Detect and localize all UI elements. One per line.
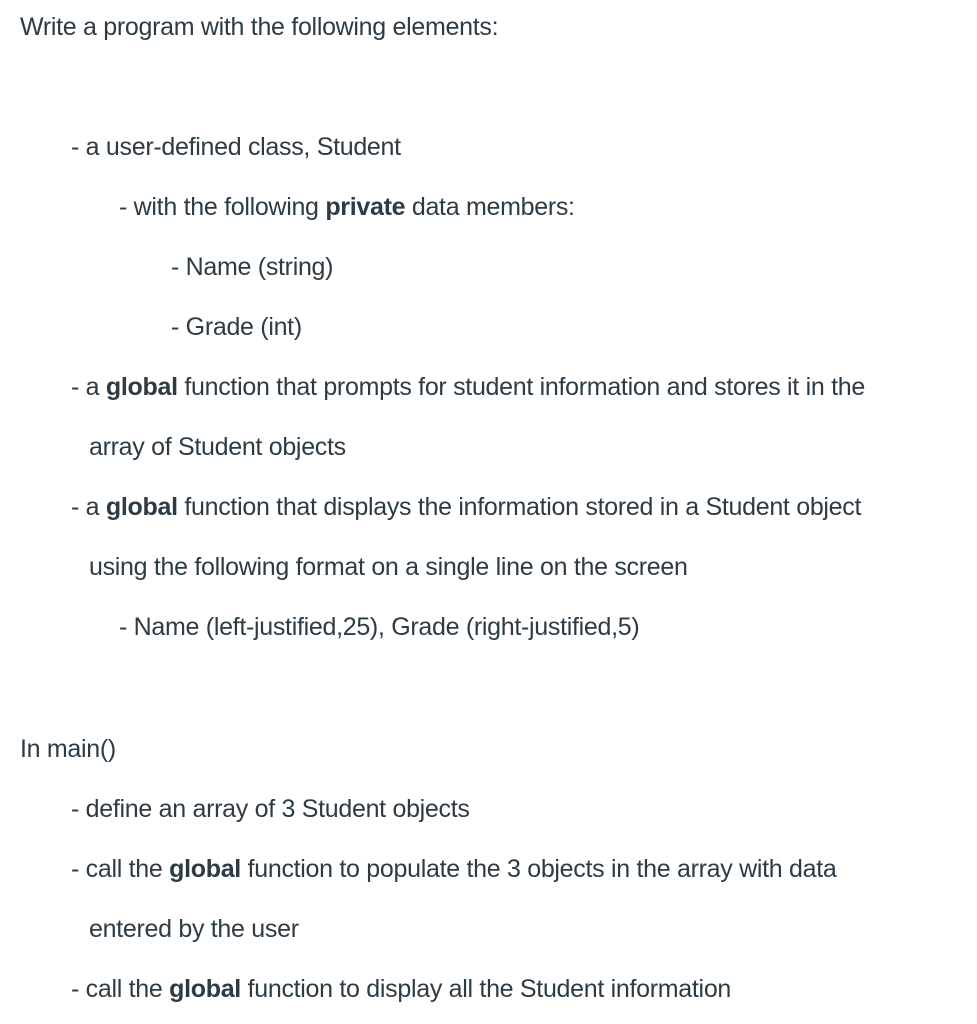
main-populate-item	[71, 854, 836, 884]
main-populate-before: - call the	[71, 855, 170, 883]
display-function-before: - a	[71, 493, 106, 521]
members-intro-before: - with the following	[119, 193, 326, 221]
intro-text: Write a program with the following elements:	[20, 13, 499, 41]
main-define-item: - define an array of 3 Student objects	[71, 795, 470, 823]
members-intro	[119, 192, 575, 222]
main-heading: In main()	[20, 735, 116, 763]
display-function-continuation: using the following format on a single line on the screen	[89, 553, 688, 581]
input-function-bold: global	[105, 373, 178, 401]
main-display-item	[71, 974, 731, 1004]
member-name: - Name (string)	[171, 253, 334, 281]
input-function-after: function that prompts for student information and stores it in the	[177, 373, 865, 401]
class-item: - a user-defined class, Student	[71, 133, 401, 161]
format-spec: - Name (left-justified,25), Grade (right-justified,5)	[119, 613, 640, 641]
main-populate-after: function to populate the 3 objects in the array with data	[240, 855, 837, 883]
members-intro-after: data members:	[405, 193, 575, 221]
input-function-item	[71, 372, 865, 402]
input-function-before: - a	[71, 373, 106, 401]
display-function-after: function that displays the information stored in a Student object	[177, 493, 862, 521]
main-display-bold: global	[169, 975, 241, 1003]
input-function-continuation: array of Student objects	[89, 433, 346, 461]
member-grade: - Grade (int)	[171, 313, 302, 341]
display-function-item	[71, 492, 861, 522]
main-populate-continuation: entered by the user	[89, 915, 299, 943]
main-display-after: function to display all the Student information	[240, 975, 732, 1003]
display-function-bold: global	[105, 493, 178, 521]
main-populate-bold: global	[169, 855, 241, 883]
members-intro-bold: private	[325, 193, 406, 221]
main-display-before: - call the	[71, 975, 170, 1003]
